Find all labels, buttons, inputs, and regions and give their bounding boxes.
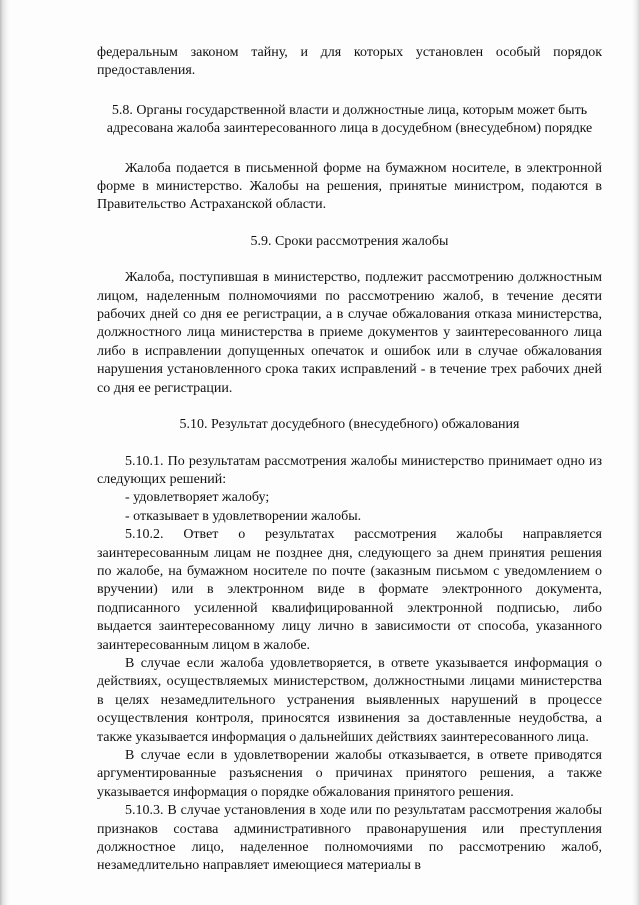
paragraph-5-10-3: 5.10.3. В случае установления в ходе или по результатам рассмотрения жалобы признаков состава административного правонарушения или преступления должностное лицо, наделенное полномочиями по рассмотрению жалоб, незамедлительно направляет имеющиеся материалы в bbox=[97, 803, 602, 874]
paragraph-5-10-2: 5.10.2. Ответ о результатах рассмотрения жалобы направляется заинтересованным лицам не позднее дня, следующего за днем принятия решения по жалобе, на бумажном носителе по почте (заказным письмом с уведомлением о вручении) или в электронном виде в формате электронного документа, подписанного усиленной квалифицированной электронной подписью, либо выдается заинтересованному лицу лично в зависимости от способа, указанного заинтересованным лицом в жалобе. bbox=[97, 527, 602, 653]
paragraph-continuation: федеральным законом тайну, и для которых установлен особый порядок предоставления. bbox=[97, 45, 602, 79]
scan-edge-left bbox=[0, 0, 10, 905]
list-item-refuse: - отказывает в удовлетворении жалобы. bbox=[125, 508, 362, 524]
list-item-satisfy: - удовлетворяет жалобу; bbox=[125, 490, 270, 506]
heading-5-10: 5.10. Результат досудебного (внесудебного) обжалования bbox=[179, 417, 520, 433]
document-body bbox=[97, 44, 602, 876]
scan-edge-right bbox=[632, 0, 640, 905]
paragraph-refused: В случае если в удовлетворении жалобы отказывается, в ответе приводятся аргументированные разъяснения о причинах принятого решения, а также указывается информация о порядке обжалования принятого решения. bbox=[97, 748, 602, 800]
paragraph-5-9: Жалоба, поступившая в министерство, подлежит рассмотрению должностным лицом, наделенным полномочиями по рассмотрению жалоб, в течение десяти рабочих дней со дня ее регистрации, а в случае обжалования отказа министерства, должностного лица министерства в приеме документов у заинтересованного лица либо в исправлении допущенных опечаток и ошибок или в случае обжалования нарушения установленного срока таких исправлений - в течение трех рабочих дней со дня ее регистрации. bbox=[97, 270, 602, 396]
paragraph-5-10-1: 5.10.1. По результатам рассмотрения жалобы министерство принимает одно из следующих решений: bbox=[97, 453, 602, 487]
heading-5-9: 5.9. Сроки рассмотрения жалобы bbox=[250, 233, 449, 249]
paragraph-5-8: Жалоба подается в письменной форме на бумажном носителе, в электронной форме в министерство. Жалобы на решения, принятые министром, подаются в Правительство Астраханской области. bbox=[97, 160, 602, 213]
paragraph-satisfied: В случае если жалоба удовлетворяется, в ответе указывается информация о действиях, осуществляемых министерством, должностными лицами министерства в целях незамедлительного устранения выявленных нарушений в процессе осуществления контроля, приносятся извинения за доставленные неудобства, а также указывается информация о дальнейших действиях заинтересованного лица. bbox=[97, 655, 602, 745]
heading-5-8: 5.8. Органы государственной власти и должностные лица, которым может быть адресована жалоба заинтересованного лица в досудебном (внесудебном) порядке bbox=[106, 102, 593, 137]
